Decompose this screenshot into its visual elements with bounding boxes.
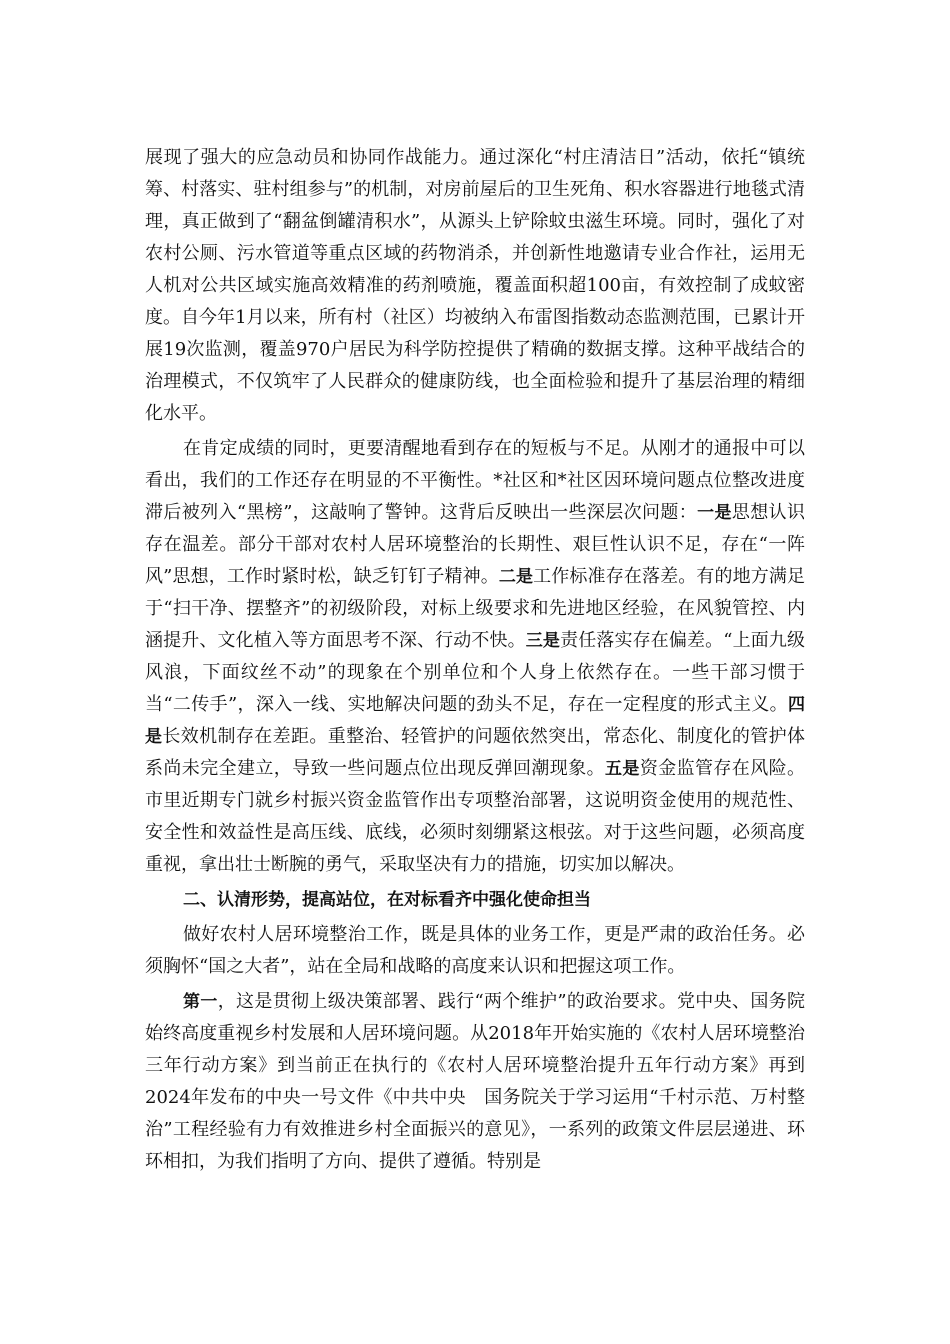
keyword-diyi: 第一: [183, 992, 218, 1012]
keyword-second: 二是: [498, 567, 534, 587]
issue-fifth-text: 资金监管存在风险。市里近期专门就乡村振兴资金监管作出专项整治部署，这说明资金使用的规范性、安全性和效益性是高压线、底线，必须时刻绷紧这根弦。对于这些问题，必须高度重视，拿出壮士断腕的勇气，采取坚决有力的措施，切实加以解决。: [145, 758, 806, 875]
keyword-fourth: 四是: [145, 695, 805, 747]
first-point-text: ，这是贯彻上级决策部署、践行“两个维护”的政治要求。党中央、国务院始终高度重视乡村发展和人居环境问题。从2018年开始实施的《农村人居环境整治三年行动方案》到当前正在执行的《农村人居环境整治提升五年行动方案》再到2024年发布的中央一号文件《中共中央 国务院关于学习运用“千村示范、万村整治”工程经验有力有效推进乡村全面振兴的意见》，一系列的政策文件层层递进、环环相扣，为我们指明了方向、提供了遵循。特别是: [145, 991, 806, 1172]
paragraph-emergency-response: 展现了强大的应急动员和协同作战能力。通过深化“村庄清洁日”活动，依托“镇统筹、村落实、驻村组参与”的机制，对房前屋后的卫生死角、积水容器进行地毯式清理，真正做到了“翻盆倒罐清积水”，从源头上铲除蚊虫滋生环境。同时，强化了对农村公厕、污水管道等重点区域的药物消杀，并创新性地邀请专业合作社，运用无人机对公共区域实施高效精准的药剂喷施，覆盖面积超100亩，有效控制了成蚊密度。自今年1月以来，所有村（社区）均被纳入布雷图指数动态监测范围，已累计开展19次监测，覆盖970户居民为科学防控提供了精确的数据支撑。这种平战结合的治理模式，不仅筑牢了人民群众的健康防线，也全面检验和提升了基层治理的精细化水平。: [145, 147, 805, 424]
issue-third-text: 责任落实存在偏差。“上面九级风浪，下面纹丝不动”的现象在个别单位和个人身上依然存在。一些干部习惯于当“二传手”，深入一线、实地解决问题的劲头不足，存在一定程度的形式主义。: [145, 630, 806, 715]
paragraph-political-task: 做好农村人居环境整治工作，既是具体的业务工作，更是严肃的政治任务。必须胸怀“国之大者”，站在全局和战略的高度来认识和把握这项工作。: [145, 924, 805, 977]
paragraph-shortcomings: [145, 433, 805, 881]
issue-second-text: 工作标准存在落差。有的地方满足于“扫干净、摆整齐”的初级阶段，对标上级要求和先进地区经验，在风貌管控、内涵提升、文化植入等方面思考不深、行动不快。: [145, 566, 806, 651]
issue-first-text: 思想认识存在温差。部分干部对农村人居环境整治的长期性、艰巨性认识不足，存在“一阵风”思想，工作时紧时松，缺乏钉钉子精神。: [145, 502, 806, 587]
shortcomings-intro: 在肯定成绩的同时，更要清醒地看到存在的短板与不足。从刚才的通报中可以看出，我们的工作还存在明显的不平衡性。*社区和*社区因环境问题点位整改进度滞后被列入“黑榜”，这敲响了警钟。这背后反映出一些深层次问题：: [145, 438, 805, 523]
keyword-third: 三是: [525, 631, 561, 651]
document-page: [145, 142, 805, 1178]
paragraph-first-point: [145, 986, 805, 1178]
keyword-first: 一是: [697, 503, 732, 523]
keyword-fifth: 五是: [605, 759, 640, 779]
issue-fourth-text: 长效机制存在差距。重整治、轻管护的问题依然突出，常态化、制度化的管护体系尚未完全建立，导致一些问题点位出现反弹回潮现象。: [145, 726, 805, 779]
section-heading-two: 二、认清形势，提高站位，在对标看齐中强化使命担当: [183, 890, 591, 910]
